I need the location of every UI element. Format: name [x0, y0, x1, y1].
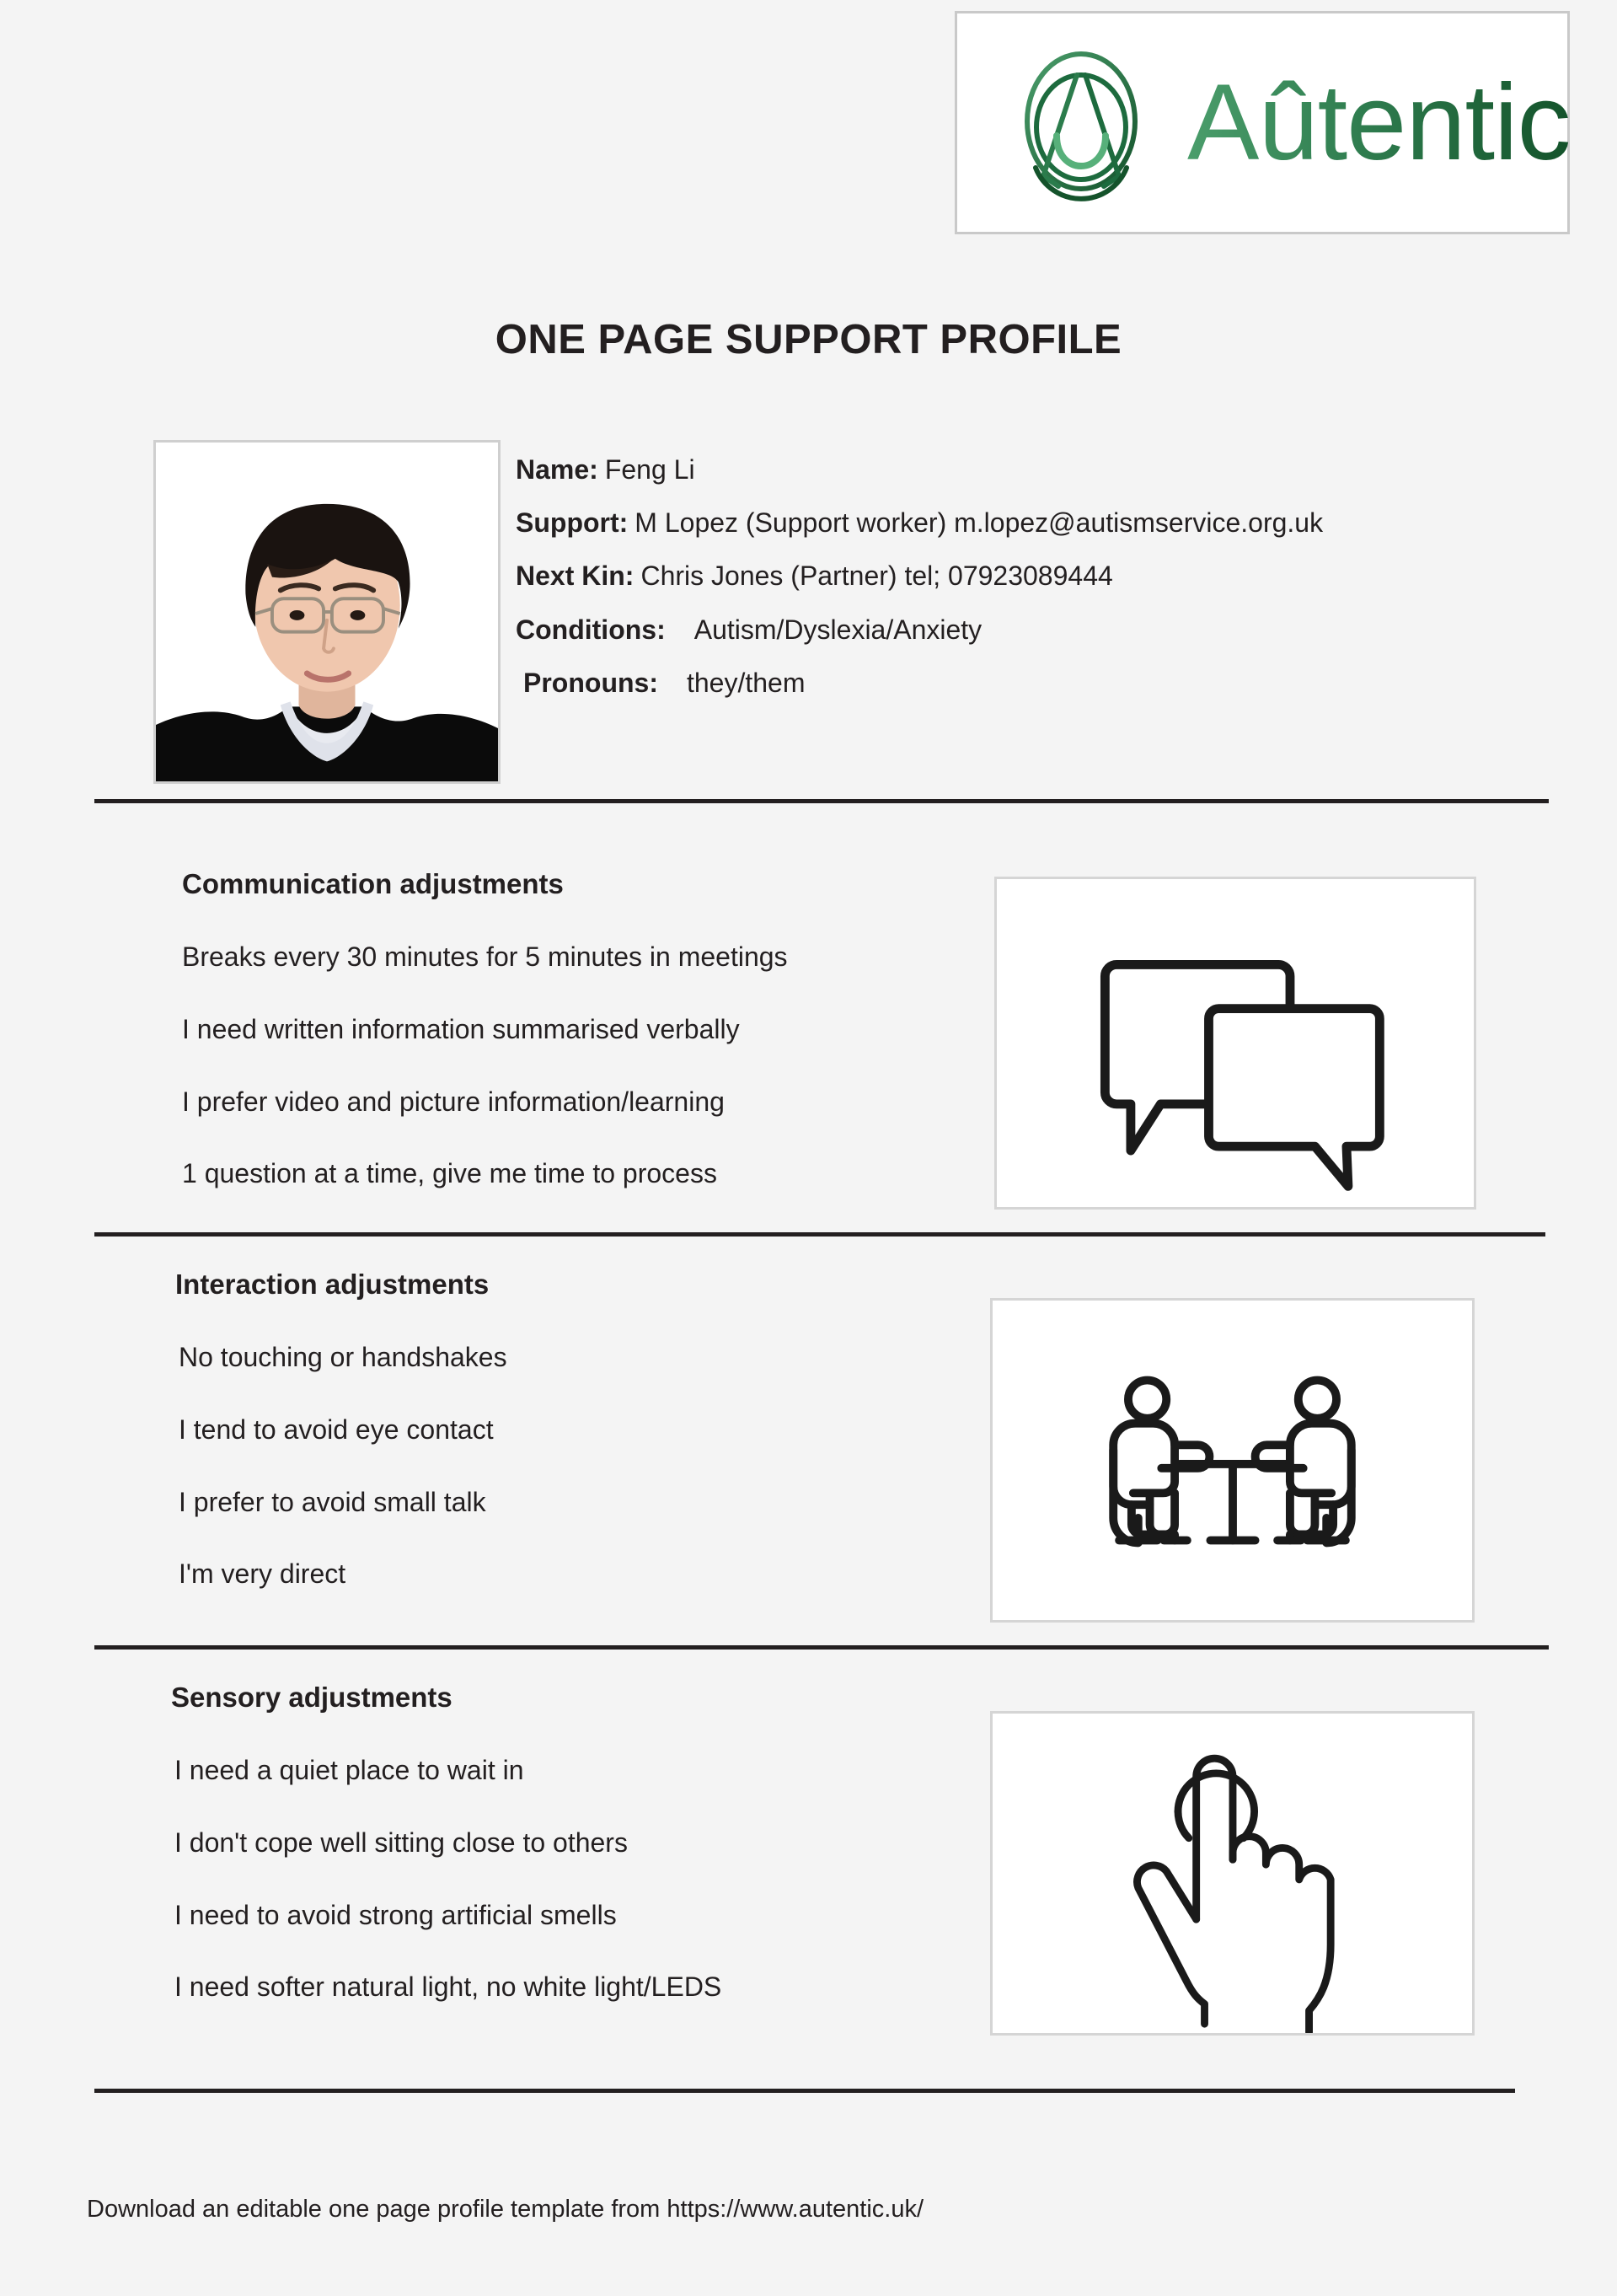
list-item: I need to avoid strong artificial smells [174, 1899, 617, 1930]
speech-bubbles-icon [997, 879, 1474, 1207]
profile-field-support [516, 505, 1594, 541]
list-item: I prefer video and picture information/learning [182, 1086, 725, 1117]
profile-field-conditions [516, 612, 1594, 648]
section-communication-heading: Communication adjustments [182, 868, 564, 899]
profile-field-name-label: Name: [516, 454, 598, 485]
profile-field-name [516, 452, 1594, 488]
profile-field-pronouns-label: Pronouns: [523, 667, 658, 698]
profile-field-support-value: M Lopez (Support worker) m.lopez@autismservice.org.uk [634, 507, 1324, 539]
list-item: No touching or handshakes [179, 1342, 507, 1372]
profile-field-conditions-label: Conditions: [516, 614, 666, 645]
section-interaction-heading: Interaction adjustments [175, 1269, 490, 1300]
list-item: I need written information summarised verbally [182, 1013, 740, 1044]
list-item: I need a quiet place to wait in [174, 1755, 524, 1785]
portrait-photo-icon [156, 443, 498, 781]
divider-after-profile [94, 799, 1549, 803]
hand-tap-icon [993, 1714, 1472, 2033]
divider-after-sensory [94, 2089, 1515, 2093]
list-item: I prefer to avoid small talk [179, 1486, 486, 1517]
profile-field-next-kin [516, 558, 1594, 594]
profile-field-pronouns [516, 665, 1594, 701]
profile-field-name-value: Feng Li [604, 454, 695, 485]
divider-after-interaction [94, 1645, 1549, 1650]
footer-text: Download an editable one page profile template from https://www.autentic.uk/ [87, 2196, 924, 2223]
brand-logo-box [955, 11, 1570, 234]
profile-field-pronouns-value: they/them [686, 667, 806, 698]
brand-name: Aûtentic [1187, 62, 1571, 183]
profile-field-support-label: Support: [516, 507, 629, 539]
profile-fields [516, 452, 1594, 718]
list-item: Breaks every 30 minutes for 5 minutes in meetings [182, 941, 788, 972]
avatar [153, 440, 501, 784]
list-item: I tend to avoid eye contact [179, 1414, 494, 1445]
list-item: I need softer natural light, no white light/LEDS [174, 1971, 722, 2003]
profile-block [0, 440, 1617, 794]
list-item: I'm very direct [179, 1558, 346, 1590]
autentic-circles-logo-icon [1008, 43, 1155, 203]
list-item: 1 question at a time, give me time to process [182, 1158, 717, 1189]
section-sensory-heading: Sensory adjustments [171, 1682, 452, 1713]
divider-after-communication [94, 1232, 1545, 1237]
two-people-at-table-icon [993, 1301, 1472, 1620]
profile-field-next-kin-label: Next Kin: [516, 561, 634, 592]
profile-field-next-kin-value: Chris Jones (Partner) tel; 07923089444 [640, 561, 1113, 592]
profile-field-conditions-value: Autism/Dyslexia/Anxiety [693, 614, 983, 645]
illustration-sensory [990, 1711, 1475, 2036]
illustration-communication [994, 877, 1476, 1210]
illustration-interaction [990, 1298, 1475, 1623]
list-item: I don't cope well sitting close to others [174, 1827, 628, 1858]
page-title: ONE PAGE SUPPORT PROFILE [495, 317, 1122, 362]
